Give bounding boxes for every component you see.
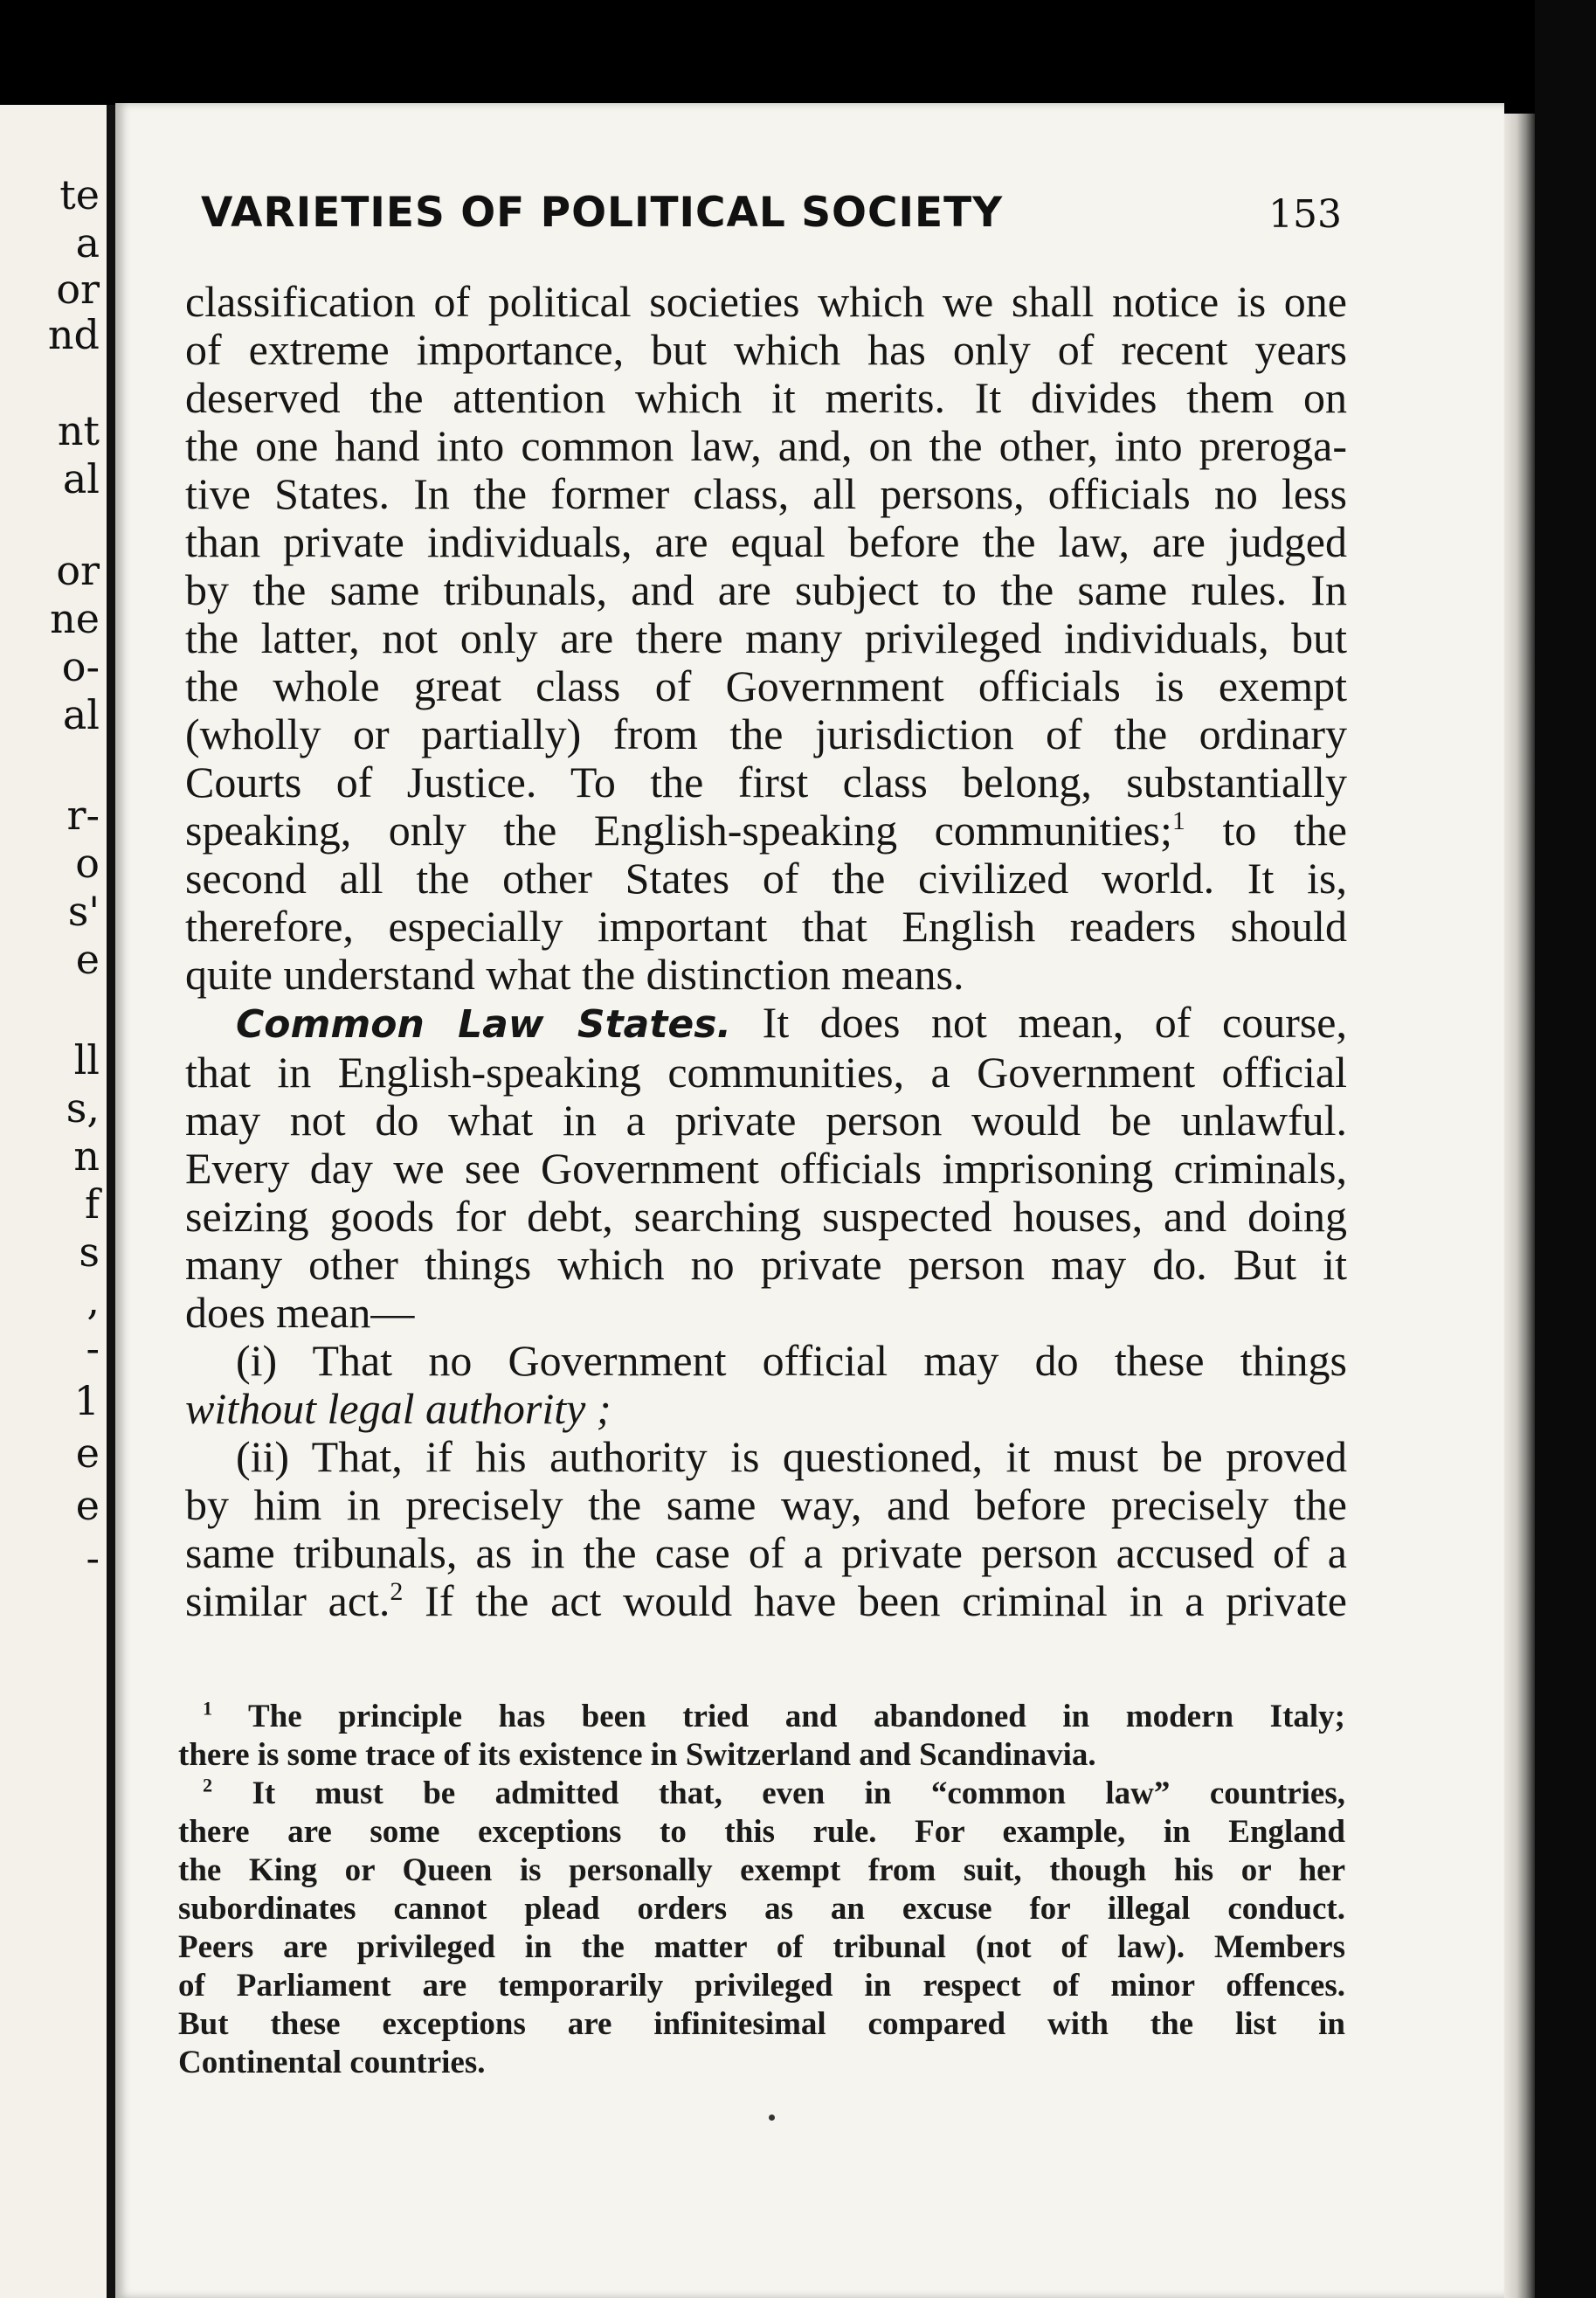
text-line: quite understand what the distinction means.	[185, 951, 964, 999]
body-text	[185, 278, 1347, 1625]
line-text: The principle has been tried and abandoned in modern Italy;	[247, 1699, 1345, 1734]
footnote-line: of Parliament are temporarily privileged in respect of minor offences.	[178, 1968, 1345, 2004]
text-line: therefore, especially important that English readers should	[185, 903, 1347, 951]
text-line: without legal authority ;	[185, 1385, 611, 1433]
text-line: second all the other States of the civilized world. It is,	[185, 855, 1347, 903]
facing-page-fragment: f	[84, 1180, 100, 1228]
facing-page-fragment: 1	[73, 1377, 100, 1424]
text-line: the latter, not only are there many privileged individuals, but	[185, 614, 1347, 662]
text-line: tive States. In the former class, all persons, officials no less	[185, 470, 1347, 518]
book-gutter	[107, 105, 115, 2298]
facing-page-fragment: ll	[73, 1036, 100, 1083]
facing-page-fragment: nt	[57, 407, 100, 454]
facing-page-fragment: s	[79, 1229, 100, 1276]
text-line: many other things which no private person may do. But it	[185, 1241, 1347, 1289]
text-line: of extreme importance, but which has only of recent years	[185, 326, 1347, 374]
footnote-line	[178, 1775, 1345, 1813]
line-text: It does not mean, of course,	[731, 999, 1347, 1047]
paragraph-classification	[185, 278, 1347, 999]
facing-page-fragment: e	[75, 936, 100, 983]
footnote-line: subordinates cannot plead orders as an excuse for illegal conduct.	[178, 1891, 1345, 1927]
facing-page-fragment: al	[62, 455, 100, 502]
line-text: It must be admitted that, even in “common law” countries,	[252, 1775, 1345, 1811]
line-text: to the	[1185, 806, 1347, 855]
ink-speck	[769, 2115, 775, 2121]
facing-page-fragment: e	[75, 1482, 100, 1529]
facing-page-fragment: a	[75, 219, 100, 266]
line-text: If the act would have been criminal in a private	[403, 1577, 1347, 1625]
footnote-marker: 1	[203, 1698, 213, 1720]
facing-page-fragment: -	[86, 1534, 100, 1582]
footnote-line: the King or Queen is personally exempt from suit, though his or her	[178, 1852, 1345, 1888]
text-line: the one hand into common law, and, on the other, into preroga-	[185, 422, 1347, 470]
facing-page-fragment: ne	[50, 595, 100, 642]
facing-page-fragment: ,	[86, 1277, 100, 1324]
text-line: (i) That no Government official may do these things	[236, 1337, 1347, 1385]
footnote-line: But these exceptions are infinitesimal compared with the list in	[178, 2006, 1345, 2042]
facing-page-fragment: e	[75, 1429, 100, 1477]
facing-page-fragment: al	[62, 691, 100, 738]
section-subheading: Common Law States.	[236, 1002, 732, 1047]
page-stack-edge	[1504, 114, 1535, 2298]
text-line: (ii) That, if his authority is questioned, it must be proved	[236, 1433, 1347, 1481]
facing-page-fragment: nd	[47, 311, 100, 358]
footnote-line: there is some trace of its existence in Switzerland and Scandinavia.	[178, 1737, 1096, 1773]
facing-page-fragment: -	[86, 1325, 100, 1372]
text-line: seizing goods for debt, searching suspected houses, and doing	[185, 1193, 1347, 1241]
footnote-line: Continental countries.	[178, 2045, 486, 2080]
text-line: does mean—	[185, 1289, 415, 1337]
facing-page-fragment: n	[73, 1132, 100, 1180]
line-text: speaking, only the English-speaking communities;	[185, 806, 1172, 855]
list-item-ii	[185, 1433, 1347, 1625]
line-text: similar act.	[185, 1577, 390, 1625]
footnotes	[178, 1698, 1345, 2082]
text-line: (wholly or partially) from the jurisdiction of the ordinary	[185, 710, 1347, 758]
text-line: that in English-speaking communities, a Government official	[185, 1049, 1347, 1097]
facing-page-edge	[0, 105, 107, 2298]
facing-page-fragment: or	[56, 266, 100, 313]
facing-page-fragment: s,	[66, 1084, 100, 1132]
footnote-line: Peers are privileged in the matter of tribunal (not of law). Members	[178, 1929, 1345, 1965]
text-line: deserved the attention which it merits. It divides them on	[185, 374, 1347, 422]
text-line: by him in precisely the same way, and before precisely the	[185, 1481, 1347, 1529]
text-line: same tribunals, as in the case of a private person accused of a	[185, 1529, 1347, 1577]
facing-page-fragment: te	[59, 171, 100, 218]
footnote-marker: 2	[203, 1775, 213, 1796]
footnote-line	[178, 1698, 1345, 1736]
text-line-with-subhead	[185, 999, 1347, 1049]
scan-border	[1535, 0, 1596, 2298]
facing-page-fragment: o	[75, 840, 100, 887]
facing-page-fragment: r-	[66, 792, 100, 839]
text-line: by the same tribunals, and are subject to the same rules. In	[185, 566, 1347, 614]
footnote-reference: 2	[390, 1577, 404, 1606]
text-line: may not do what in a private person would be unlawful.	[185, 1097, 1347, 1145]
text-line-with-footnote	[185, 806, 1347, 855]
list-item-i	[185, 1337, 1347, 1433]
facing-page-fragment: or	[56, 547, 100, 594]
facing-page-fragment: o-	[61, 643, 100, 690]
text-line: classification of political societies which we shall notice is one	[185, 278, 1347, 326]
text-line: than private individuals, are equal before the law, are judged	[185, 518, 1347, 566]
page-number: 153	[1268, 192, 1342, 237]
facing-page-fragment: s'	[67, 888, 100, 935]
text-line: Every day we see Government officials imprisoning criminals,	[185, 1145, 1347, 1193]
running-header: VARIETIES OF POLITICAL SOCIETY	[201, 189, 1004, 237]
footnote-reference: 1	[1171, 806, 1185, 835]
text-line: the whole great class of Government officials is exempt	[185, 662, 1347, 710]
paragraph-common-law-states	[185, 999, 1347, 1337]
text-line-with-footnote	[185, 1577, 1347, 1625]
text-line: Courts of Justice. To the first class belong, substantially	[185, 758, 1347, 806]
footnote-line: there are some exceptions to this rule. For example, in England	[178, 1814, 1345, 1850]
